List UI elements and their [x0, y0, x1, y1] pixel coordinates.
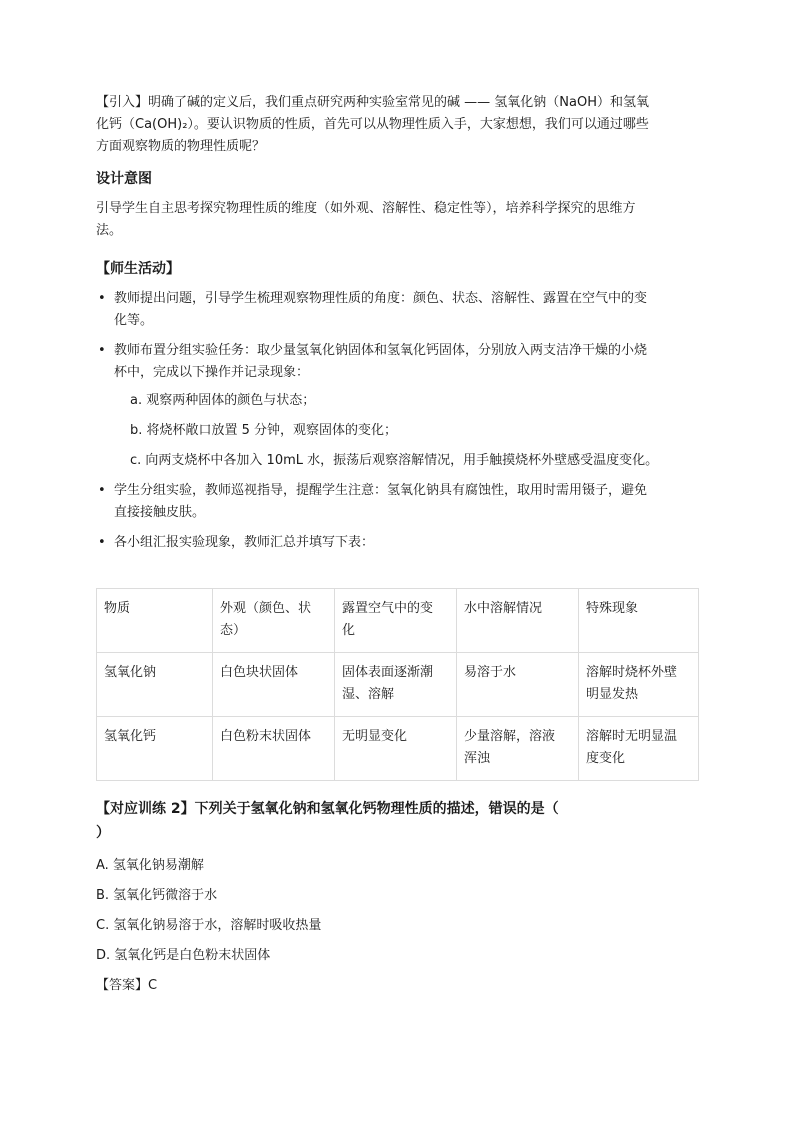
table-row: [97, 717, 699, 781]
document-page: [96, 92, 700, 997]
intro-line: 【引入】明确了碱的定义后，我们重点研究两种实验室常见的碱 —— 氢氧化钠（NaOH）和氢氧: [96, 95, 649, 110]
intro-paragraph: [96, 92, 700, 158]
list-item-text: 学生分组实验，教师巡视指导，提醒学生注意：氢氧化钠具有腐蚀性，取用时需用镊子，避免: [114, 483, 648, 498]
list-item-text: 杯中，完成以下操作并记录现象：: [114, 365, 310, 380]
list-item-text: 各小组汇报实验现象，教师汇总并填写下表：: [114, 535, 375, 550]
exercise-line: 【对应训练 2】下列关于氢氧化钠和氢氧化钙物理性质的描述，错误的是（: [96, 801, 559, 817]
table-cell: 白色块状固体: [213, 653, 335, 717]
design-intent-heading: 设计意图: [96, 171, 152, 187]
list-item: [96, 340, 700, 472]
table-cell: 氢氧化钠: [97, 653, 213, 717]
table-header-cell: 露置空气中的变 化: [335, 589, 457, 653]
list-item-text: 化等。: [114, 313, 154, 328]
list-item-text: 教师布置分组实验任务：取少量氢氧化钠固体和氢氧化钙固体，分别放入两支洁净干燥的小烧: [114, 343, 648, 358]
table-header-cell: 物质: [97, 589, 213, 653]
activity-list: [96, 288, 700, 554]
table-cell: 易溶于水: [457, 653, 579, 717]
design-intent-text: [96, 198, 700, 242]
table-header-cell: 外观（颜色、状 态）: [213, 589, 335, 653]
table-cell: 无明显变化: [335, 717, 457, 781]
bullet-icon: •: [98, 343, 106, 358]
answer-text: 【答案】C: [96, 978, 158, 993]
option-b: B. 氢氧化钙微溶于水: [96, 888, 218, 903]
bullet-icon: •: [98, 483, 106, 498]
list-item: [96, 532, 700, 554]
list-item-text: 教师提出问题，引导学生梳理观察物理性质的角度：颜色、状态、溶解性、露置在空气中的变: [114, 291, 648, 306]
table-row: [97, 653, 699, 717]
exercise-question: [96, 797, 700, 845]
option-d: D. 氢氧化钙是白色粉末状固体: [96, 948, 271, 963]
observation-table: [96, 588, 699, 781]
exercise-line: ）: [96, 825, 110, 841]
table-cell: 少量溶解，溶液 浑浊: [457, 717, 579, 781]
activity-heading: 【师生活动】: [96, 261, 180, 277]
design-intent-line: 法。: [96, 223, 123, 238]
list-item: [96, 288, 700, 332]
option-a: A. 氢氧化钠易潮解: [96, 858, 204, 873]
table-header-row: [97, 589, 699, 653]
list-item-text: 直接接触皮肤。: [114, 505, 206, 520]
table-header-cell: 水中溶解情况: [457, 589, 579, 653]
list-item: [96, 480, 700, 524]
sub-step-item: c. 向两支烧杯中各加入 10mL 水，振荡后观察溶解情况，用手触摸烧杯外壁感受温度变化。: [130, 453, 659, 468]
sub-step-item: a. 观察两种固体的颜色与状态；: [130, 393, 316, 408]
intro-line: 化钙（Ca(OH)₂）。要认识物质的性质，首先可以从物理性质入手，大家想想，我们可以通过哪些: [96, 117, 649, 132]
option-list: [96, 855, 700, 967]
sub-step-item: b. 将烧杯敞口放置 5 分钟，观察固体的变化；: [130, 423, 398, 438]
table-cell: 固体表面逐渐潮 湿、溶解: [335, 653, 457, 717]
bullet-icon: •: [98, 291, 106, 306]
table-cell: 白色粉末状固体: [213, 717, 335, 781]
sub-step-list: [114, 390, 700, 472]
intro-line: 方面观察物质的物理性质呢？: [96, 139, 266, 154]
table-cell: 溶解时烧杯外壁 明显发热: [579, 653, 699, 717]
option-c: C. 氢氧化钠易溶于水，溶解时吸收热量: [96, 918, 322, 933]
table-header-cell: 特殊现象: [579, 589, 699, 653]
design-intent-line: 引导学生自主思考探究物理性质的维度（如外观、溶解性、稳定性等），培养科学探究的思维方: [96, 201, 636, 216]
bullet-icon: •: [98, 535, 106, 550]
table-cell: 氢氧化钙: [97, 717, 213, 781]
table-cell: 溶解时无明显温 度变化: [579, 717, 699, 781]
